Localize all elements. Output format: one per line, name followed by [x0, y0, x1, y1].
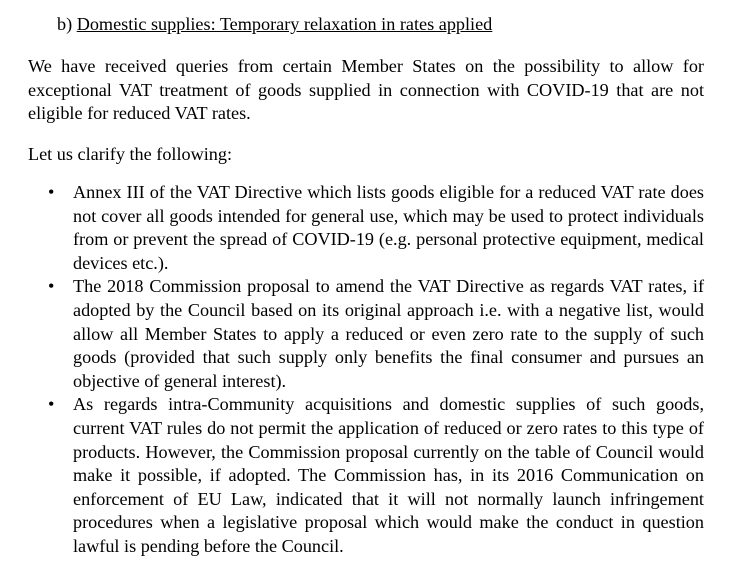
- clarify-paragraph: Let us clarify the following:: [28, 144, 233, 164]
- list-item: [28, 275, 704, 393]
- bullet-icon: •: [48, 182, 55, 202]
- list-item: [28, 393, 704, 558]
- bullet-icon: •: [48, 394, 55, 415]
- list-item: [28, 181, 704, 275]
- list-item-text: As regards intra-Community acquisitions and domestic supplies of such goods, current VAT rules do not permit the application of reduced or zero rates to this type of products. However, the Commission proposal currently on the table of Council would make it possible, if adopted. The Commission has, in its 2016 Communication on enforcement of EU Law, indicated that it will not normally launch infringement procedures when a legislative proposal which would make the conduct in question lawful is pending before the Council.: [73, 394, 704, 556]
- list-item-text: Annex III of the VAT Directive which lists goods eligible for a reduced VAT rate does not cover all goods intended for general use, which may be used to protect individuals from or prevent the spread of COVID-19 (e.g. personal protective equipment, medical devices etc.).: [73, 182, 704, 273]
- section-label: b): [57, 14, 73, 34]
- bullet-icon: •: [48, 276, 55, 297]
- section-title: Domestic supplies: Temporary relaxation in rates applied: [76, 14, 493, 34]
- section-heading: [57, 13, 492, 37]
- bullet-list: [28, 181, 704, 559]
- list-item-text: The 2018 Commission proposal to amend the VAT Directive as regards VAT rates, if adopted by the Council based on its original approach i.e. with a negative list, would allow all Member States to apply a reduced or even zero rate to the supply of such goods (provided that such supply only benefits the final consumer and pursues an objective of general interest).: [73, 276, 704, 391]
- intro-paragraph: We have received queries from certain Member States on the possibility to allow for exceptional VAT treatment of goods supplied in connection with COVID-19 that are not eligible for reduced VAT rates.: [28, 56, 704, 124]
